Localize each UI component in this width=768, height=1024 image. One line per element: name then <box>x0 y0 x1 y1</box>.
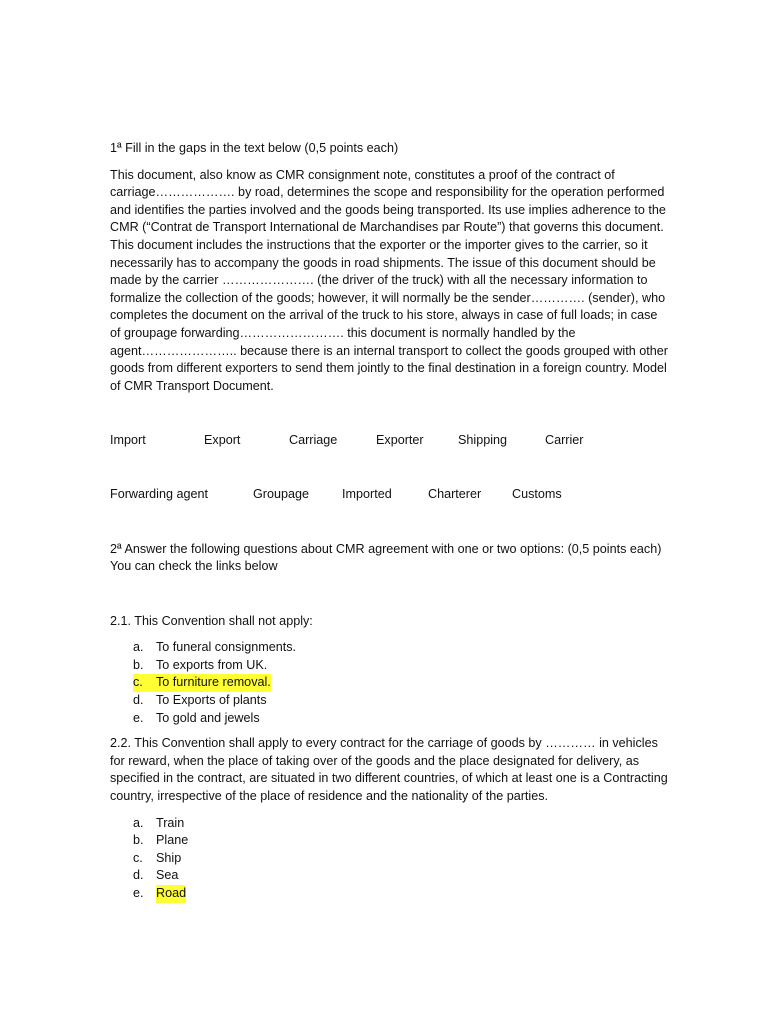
word-bank-item: Forwarding agent <box>110 486 209 501</box>
option-item <box>133 850 670 868</box>
word-bank-item: Charterer <box>428 486 482 501</box>
option-letter: d. <box>133 868 144 883</box>
option-text: To funeral consignments. <box>156 640 297 655</box>
question-2-2-options <box>110 815 670 903</box>
question-2-2-title: 2.2. This Convention shall apply to every contract for the carriage of goods by ………… in vehicles for reward, when the place of taking over of the goods and the place designated for delivery, as specified in the contract, are situated in two different countries, of which at least one is a Contracting country, irrespective of the place of residence and the nationality of the parties. <box>110 736 668 804</box>
question-2-1-title: 2.1. This Convention shall not apply: <box>110 613 313 628</box>
option-letter: b. <box>133 833 144 848</box>
option-text: Plane <box>156 833 189 848</box>
option-item <box>133 639 670 657</box>
option-text-highlighted: To furniture removal. <box>156 674 271 692</box>
section-2-heading: 2ª Answer the following questions about CMR agreement with one or two options: (0,5 points each) You can check the links below <box>110 541 662 574</box>
option-text: To Exports of plants <box>156 693 267 708</box>
word-bank-item: Import <box>110 433 146 448</box>
word-bank-row-2 <box>110 486 670 504</box>
option-text: Train <box>156 815 185 830</box>
option-text-highlighted: Road <box>156 885 186 903</box>
option-item <box>133 710 670 728</box>
word-bank-item: Groupage <box>253 486 310 501</box>
word-bank-item: Carrier <box>545 433 584 448</box>
option-item <box>133 692 670 710</box>
section-1-heading: 1ª Fill in the gaps in the text below (0,5 points each) <box>110 141 399 155</box>
word-bank-row-1 <box>110 432 670 450</box>
option-item-highlighted <box>133 885 670 903</box>
option-item <box>133 867 670 885</box>
option-letter: c. <box>133 850 143 865</box>
document-page <box>110 140 670 903</box>
option-item <box>133 815 670 833</box>
option-letter: e. <box>133 886 144 900</box>
option-letter: d. <box>133 693 144 708</box>
word-bank-item: Exporter <box>376 433 424 448</box>
option-letter: a. <box>133 815 144 830</box>
option-text: Sea <box>156 868 179 883</box>
question-2-1-options <box>110 639 670 727</box>
option-text: To gold and jewels <box>156 710 260 725</box>
option-letter: b. <box>133 657 144 672</box>
word-bank-item: Imported <box>342 486 392 501</box>
option-item-highlighted <box>133 674 670 692</box>
option-item <box>133 832 670 850</box>
option-letter: a. <box>133 640 144 655</box>
word-bank-item: Export <box>204 433 241 448</box>
word-bank-item: Shipping <box>458 433 508 448</box>
option-letter: c. <box>133 674 156 692</box>
word-bank-item: Customs <box>512 486 562 501</box>
section-1-paragraph: This document, also know as CMR consignment note, constitutes a proof of the contract of carriage………………. by road, determines the scope and responsibility for the operation performed and identifies the parties involved and the goods being transported. Its use implies adherence to the CMR (“Contrat de Transport International de Marchandises par Route”) that governs this document. This document includes the instructions that the exporter or the importer gives to the carrier, so it necessarily has to accompany the goods in road shipments. The issue of this document should be made by the carrier …………………. (the driver of the truck) with all the necessary information to formalize the collection of the goods; however, it will normally be the sender…………. (sender), who completes the document on the arrival of the truck to his store, always in case of full loads; in case of groupage forwarding……………………. this document is normally handled by the agent………………….. because there is an internal transport to collect the goods grouped with other goods from different exporters to send them jointly to the final destination in a foreign country. Model of CMR Transport Document. <box>110 167 668 393</box>
word-bank-item: Carriage <box>289 433 338 448</box>
option-text: To exports from UK. <box>156 657 268 672</box>
option-letter: e. <box>133 710 144 725</box>
option-text: Ship <box>156 850 182 865</box>
option-item <box>133 657 670 675</box>
